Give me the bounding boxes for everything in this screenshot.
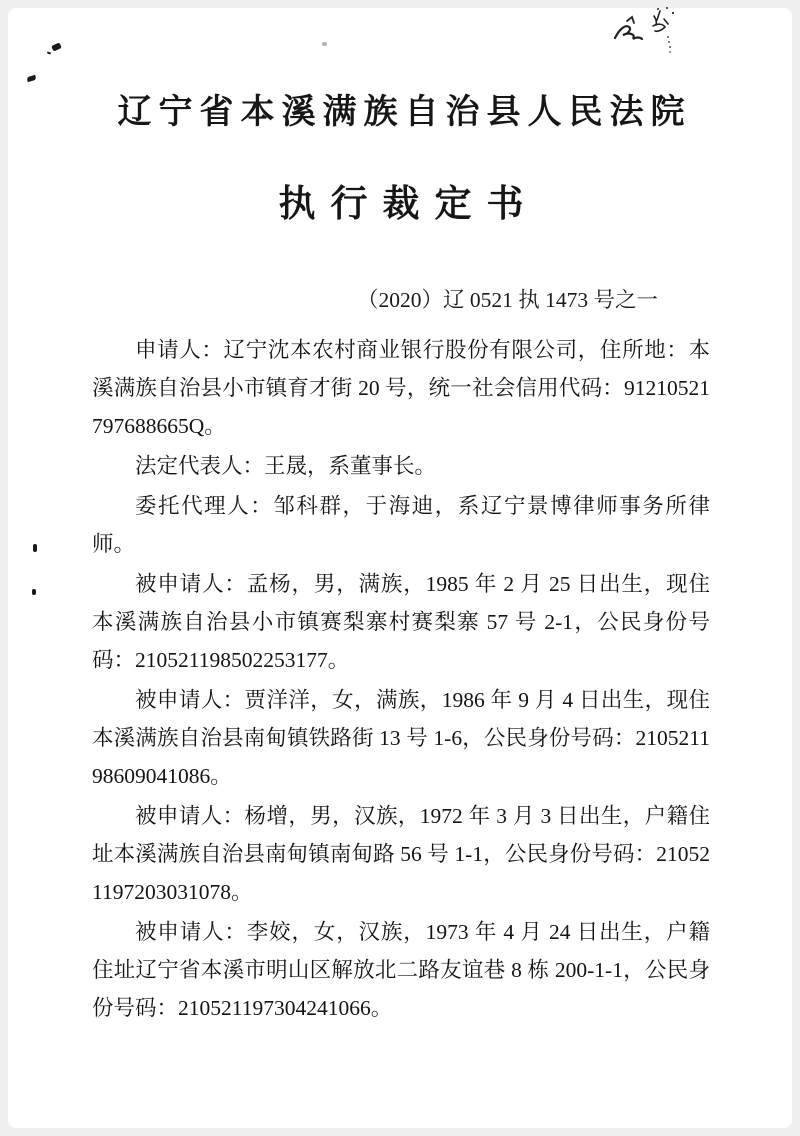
court-name: 辽宁省本溪满族自治县人民法院 [117, 94, 692, 131]
paragraph-entrusted-agents: 委托代理人：邹科群，于海迪，系辽宁景博律师事务所律师。 [92, 494, 710, 556]
ink-speckle [33, 544, 37, 552]
document-title: 执行裁定书 [278, 184, 539, 225]
handwritten-ink-mark [610, 6, 680, 56]
paper-sheet [8, 8, 792, 1128]
paragraph-respondent-2: 被申请人：贾洋洋，女，满族，1986 年 9 月 4 日出生，现住本溪满族自治县南甸镇铁路街 13 号 1-6，公民身份号码：210521198609041086。 [92, 688, 710, 788]
ink-speckle [322, 42, 327, 46]
paragraph-respondent-4: 被申请人：李姣，女，汉族，1973 年 4 月 24 日出生，户籍住址辽宁省本溪市明山区解放北二路友谊巷 8 栋 200-1-1，公民身份号码：210521197304241066。 [92, 920, 710, 1020]
paragraph-legal-representative: 法定代表人：王晟，系董事长。 [135, 454, 437, 478]
paragraph-respondent-1: 被申请人：孟杨，男，满族，1985 年 2 月 25 日出生，现住本溪满族自治县小市镇赛梨寨村赛梨寨 57 号 2-1，公民身份号码：210521198502253177。 [92, 572, 710, 672]
ink-speckle [32, 589, 36, 595]
paragraph-respondent-3: 被申请人：杨增，男，汉族，1972 年 3 月 3 日出生，户籍住址本溪满族自治县南甸镇南甸路 56 号 1-1，公民身份号码：210521197203031078。 [92, 804, 710, 904]
case-number: （2020）辽 0521 执 1473 号之一 [356, 288, 658, 312]
paragraph-applicant: 申请人：辽宁沈本农村商业银行股份有限公司，住所地：本溪满族自治县小市镇育才街 20 号，统一社会信用代码：91210521797688665Q。 [92, 338, 710, 438]
document-body [92, 331, 710, 1027]
